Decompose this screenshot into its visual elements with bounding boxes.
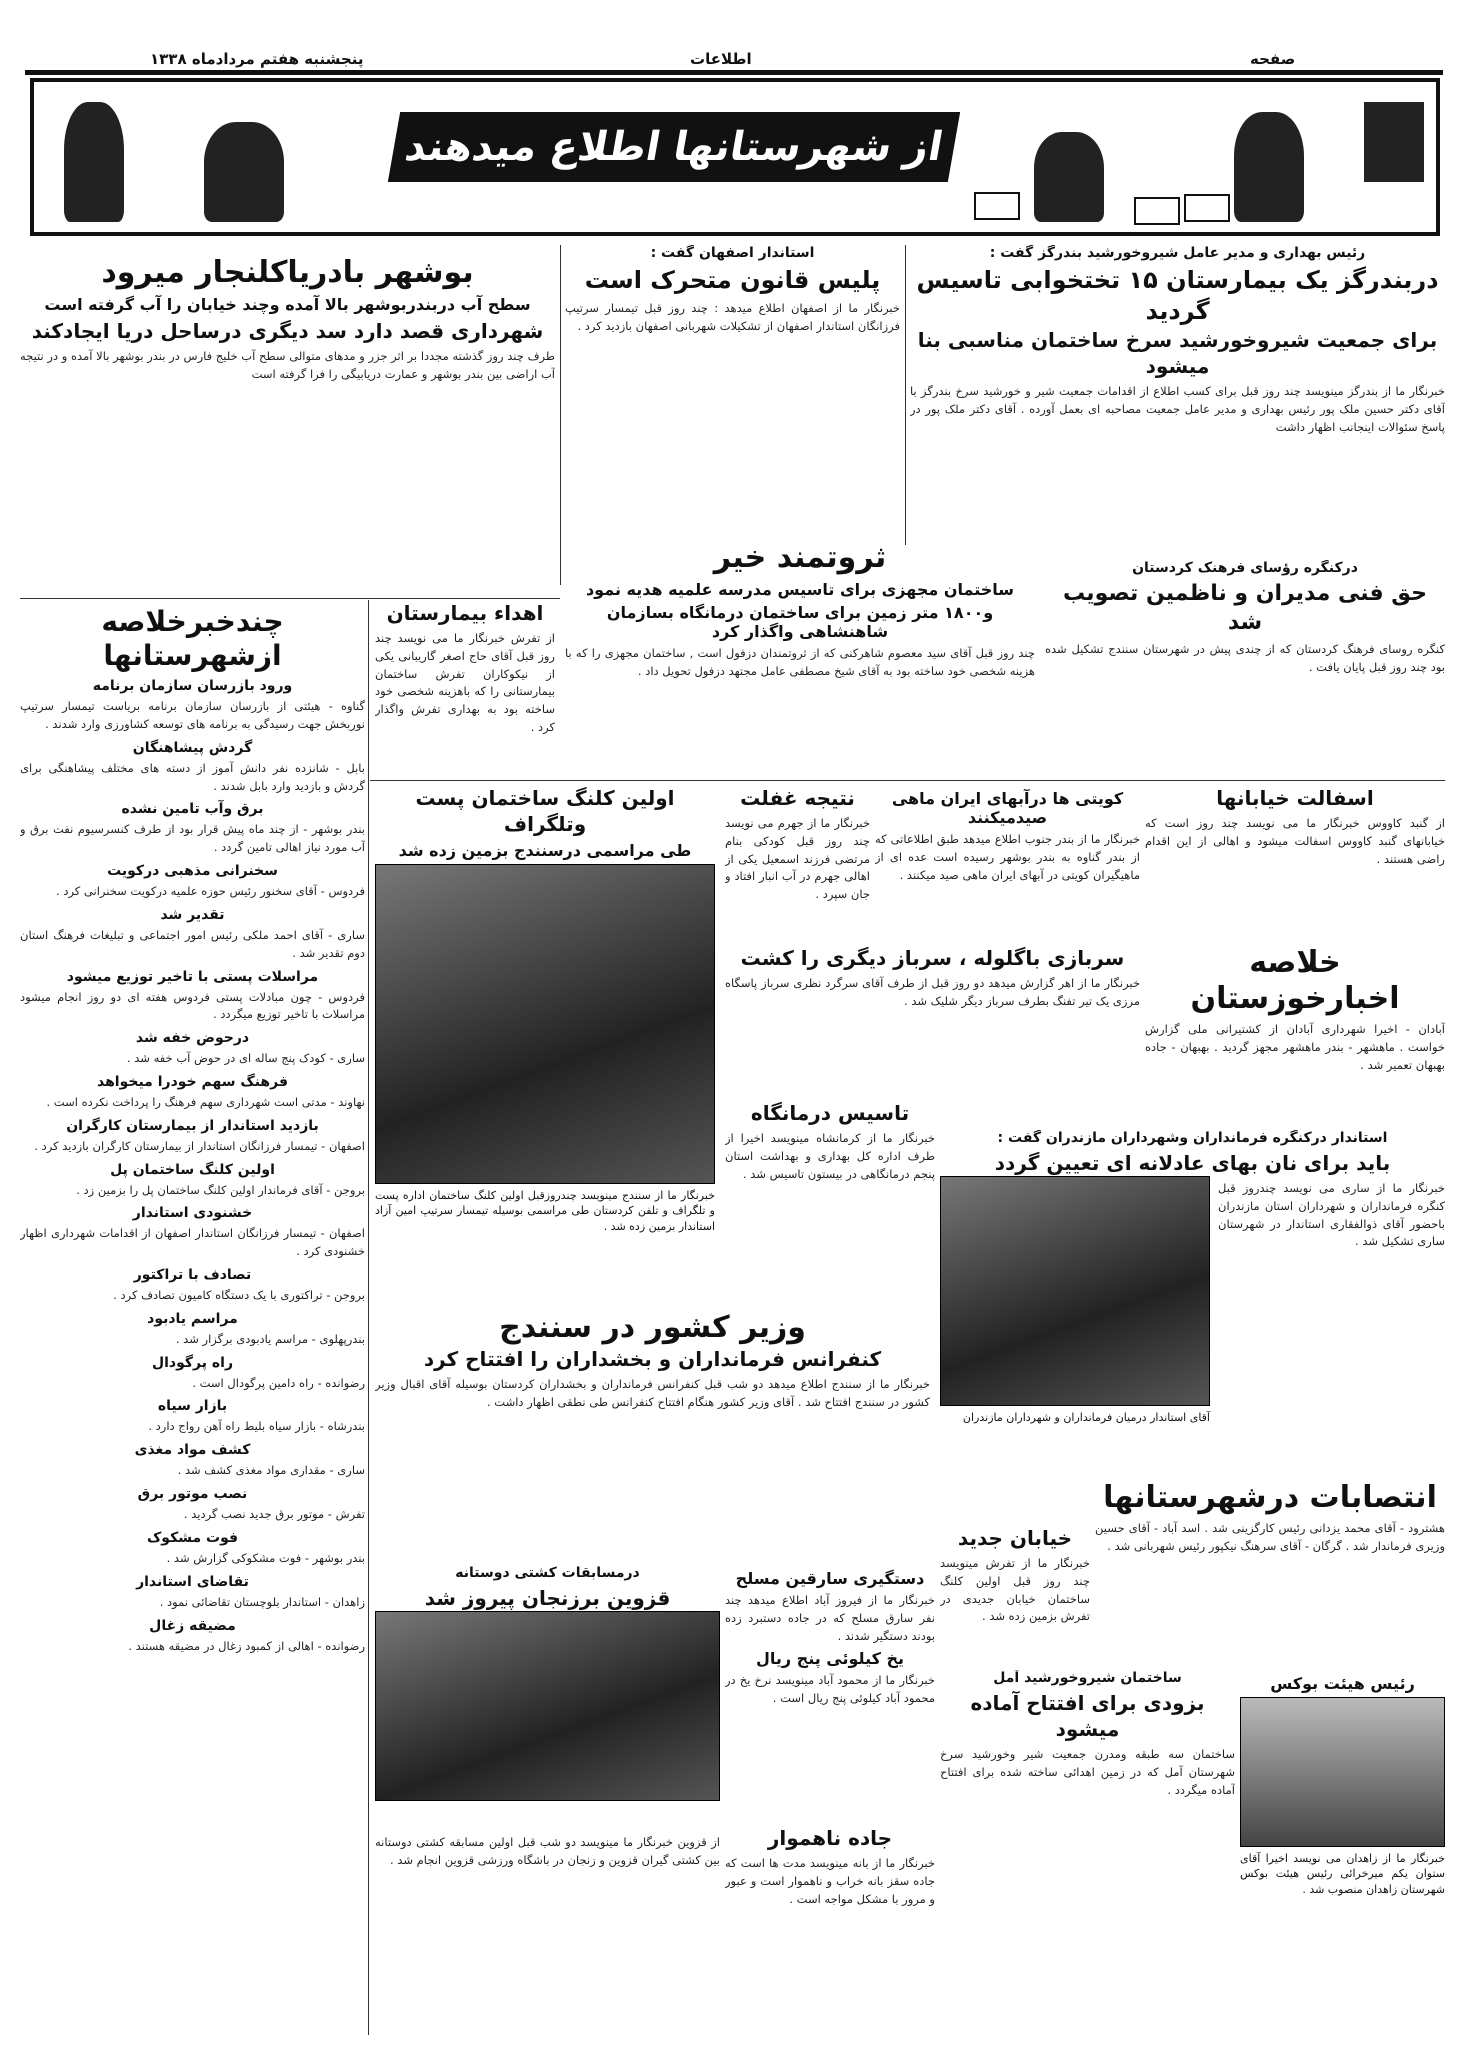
item-title: مراسلات پستی با تاخیر توزیع میشود — [66, 968, 319, 985]
item-title: خشنودی استاندار — [132, 1205, 253, 1222]
item-text: گناوه - هیئتی از بازرسان سازمان برنامه بریاست تیمسار سرتیپ نوربخش جهت رسیدگی به برنامه های توسعه کشاورزی وارد شدند . — [20, 699, 365, 731]
banner-title: از شهرستانها اطلاع میدهند — [388, 112, 960, 182]
item-text: اصفهان - تیمسار فرزانگان استاندار از بیمارستان کارگران بازدید کرد . — [34, 1138, 365, 1153]
roundup-item — [20, 1311, 365, 1349]
article-body: چند روز قبل آقای سید معصوم شاهرکنی که از ثروتمندان دزفول است , ساختمان مجهزی را که با هزینه شخصی خود ساخته بود به آقای شیخ مصطفی عامل مجتهد دزفول تحویل داد . — [565, 646, 1035, 678]
item-title: فوت مشکوک — [146, 1529, 239, 1546]
article-wrestling — [375, 1565, 720, 1825]
item-text: تفرش - موتور برق جدید نصب گردید . — [183, 1507, 365, 1522]
roundup-item — [20, 1074, 365, 1112]
header-rule — [25, 70, 1443, 75]
telegraph-pole-icon — [1364, 102, 1424, 182]
envelope-icon — [974, 192, 1020, 220]
item-title: تقدیر شد — [160, 906, 225, 923]
item-text: رضوانده - راه دامین پرگودال است . — [192, 1375, 365, 1390]
article-body: خبرنگار ما از سنندج اطلاع میدهد دو شب قبل کنفرانس فرمانداران و بخشداران کردستان بوسیله آقای اقبال وزیر کشور در سنندج افتتاح شد . آقای وزیر کشور هنگام افتتاح کنفرانس طی نطقی اظهار داشت . — [375, 1377, 930, 1409]
roundup-item — [20, 1398, 365, 1436]
article-philanthropist — [565, 540, 1035, 775]
headline: باید برای نان بهای عادلانه ای تعیین گردد — [994, 1151, 1391, 1175]
article-amol-building — [940, 1670, 1235, 2030]
article-post-office — [375, 785, 715, 1305]
kicker: استاندار اصفهان گفت : — [650, 245, 815, 261]
envelope-icon — [1184, 194, 1230, 222]
item-text: ساری - مقداری مواد مغذی کشف شد . — [177, 1463, 365, 1478]
article-body: خبرنگار ما از تفرش مینویسد چند روز قبل اولین کلنگ ساختمان خیابان جدیدی در تفرش بزمین زده شد . — [940, 1556, 1090, 1624]
kicker: درمسابقات کشتی دوستانه — [455, 1565, 640, 1581]
column-rule — [560, 245, 561, 585]
photo-caption: خبرنگار ما از زاهدان می نویسد اخیرا آقای ستوان یکم میرخرائی رئیس هیئت بوکس شهرستان زاهدان منصوب شد . — [1240, 1852, 1445, 1896]
article-wrestling-body — [375, 1830, 720, 2030]
item-text: نهاوند - مدتی است شهرداری سهم فرهنگ را پرداخت نکرده است . — [46, 1094, 365, 1109]
roundup-item — [20, 1574, 365, 1612]
article-body: خبرنگار ما از اصفهان اطلاع میدهد : چند روز قبل تیمسار سرتیپ فرزانگان استاندار اصفهان از تشکیلات شهربانی اصفهان بازدید کرد . — [565, 301, 900, 333]
headline: انتصابات درشهرستانها — [1103, 1480, 1437, 1515]
subheadline: طی مراسمی درسنندج بزمین زده شد — [398, 841, 692, 860]
item-title: سخنرانی مذهبی درکویت — [107, 863, 278, 880]
photo-caption: خبرنگار ما از سنندج مینویسد چندروزقبل اولین کلنگ ساختمان اداره پست و تلگراف و تلفن کردستان طی مراسمی بوسیله تیمسار سرتیپ امین آزاد استاندار بزمین زده شد . — [375, 1189, 715, 1233]
kicker: استاندار درکنگره فرمانداران وشهرداران مازندران گفت : — [997, 1130, 1388, 1146]
item-title: نصب موتور برق — [137, 1486, 248, 1503]
article-body: از گنبد کاووس خبرنگار ما می نویسد چند روز است که خیابانهای گنبد کاووس اسفالت میشود و اهالی از این اقدام راضی هستند . — [1145, 816, 1445, 866]
news-roundup-column — [20, 605, 365, 2035]
headline: اهداء بیمارستان — [386, 601, 544, 625]
headline: خلاصه اخبارخوزستان — [1190, 945, 1400, 1016]
item-text: بروجن - تراکتوری با یک دستگاه کامیون تصادف کرد . — [113, 1288, 365, 1302]
headline: سربازی باگلوله ، سرباز دیگری را کشت — [740, 946, 1125, 970]
headline: حق فنی مدیران و ناظمین تصویب شد — [1063, 581, 1427, 635]
item-title: فرهنگ سهم خودرا میخواهد — [97, 1073, 288, 1090]
item-text: ساری - آقای احمد ملکی رئیس امور اجتماعی و تبلیغات فرهنگ استان دوم تقدیر شد . — [20, 927, 365, 960]
roundup-item — [20, 1267, 365, 1305]
roundup-item — [20, 1118, 365, 1156]
article-soldier-shooting — [725, 945, 1140, 1095]
roundup-item — [20, 863, 365, 901]
headline: تاسیس درمانگاه — [750, 1101, 910, 1125]
groundbreaking-photo — [375, 864, 715, 1184]
subheadline: ساختمان مجهزی برای تاسیس مدرسه علمیه هدیه نمود — [585, 580, 1015, 599]
headline: نتیجه غفلت — [740, 786, 855, 810]
headline: چندخبرخلاصه ازشهرستانها — [101, 605, 284, 672]
article-asphalt — [1145, 785, 1445, 935]
article-bandargaz-hospital — [910, 245, 1445, 555]
article-clinic — [725, 1100, 935, 1300]
page-label: صفحه — [1250, 50, 1296, 68]
headline: اولین کلنگ ساختمان پست وتلگراف — [415, 786, 675, 836]
headline: جاده ناهموار — [767, 1826, 893, 1850]
article-boxing — [1240, 1670, 1445, 2030]
article-armed-thieves — [725, 1565, 935, 1825]
column-rule — [905, 245, 906, 545]
article-body: خبرنگار ما از بندرگز مینویسد چند روز قبل برای کسب اطلاع از اقدامات جمعیت شیر و خورشید سرخ بندرگز با آقای دکتر حسین ملک پور رئیس بهداری و مدیر عامل جمعیت مصاحبه ای بعمل آورده . آقای دکتر ملک پور در پاسخ سئوالات اینجانب اظهار داشت — [910, 384, 1445, 434]
newspaper-name: اطلاعات — [690, 50, 752, 68]
headline: بوشهر بادریاکلنجار میرود — [101, 255, 474, 290]
article-body: ساختمان سه طبقه ومدرن جمعیت شیر وخورشید سرخ شهرستان آمل که در زمین اهدائی ساخته شده برای افتتاح آماده میگردد . — [940, 1747, 1235, 1797]
column-rule — [368, 600, 369, 2035]
roundup-item — [20, 740, 365, 796]
article-body: خبرنگار ما از ساری می نویسد چندروز قبل کنگره فرمانداران و شهرداران استان مازندران باحضور آقای ذوالفقاری استاندار در شهرستان ساری تشکیل شد . — [1218, 1181, 1445, 1249]
article-body: خبرنگار ما از جهرم می نویسد چند روز قبل کودکی بنام مرتضی فرزند اسمعیل یکی از اهالی جهرم در آب انبار افتاد و جان سپرد . — [725, 816, 870, 902]
item-title: مراسم یادبود — [147, 1310, 238, 1327]
article-appointments — [1095, 1480, 1445, 1670]
roundup-item — [20, 1162, 365, 1200]
item-title: تصادف با تراکتور — [133, 1267, 252, 1283]
headline: یخ کیلوئی پنج ریال — [755, 1649, 905, 1669]
headline: کویتی ها درآبهای ایران ماهی صیدمیکنند — [891, 789, 1124, 827]
typist-figure-icon — [1034, 132, 1104, 222]
item-title: بازدید استاندار از بیمارستان کارگران — [66, 1117, 319, 1134]
article-body: طرف چند روز گذشته مجددا بر اثر جزر و مدهای متوالی سطح آب خلیج فارس در بندر بوشهر بالا آمده و در نتیجه آب اراضی بین بندر بوشهر و عمارت دریابیگی را فرا گرفته است — [20, 349, 555, 381]
roundup-list — [20, 678, 365, 1655]
article-new-street — [940, 1525, 1090, 1665]
item-title: کشف مواد مغذی — [134, 1442, 251, 1459]
roundup-item — [20, 907, 365, 963]
roundup-item — [20, 1486, 365, 1524]
item-text: زاهدان - استاندار بلوچستان تقاضائی نمود . — [159, 1594, 365, 1609]
headline: رئیس هیئت بوکس — [1270, 1674, 1415, 1693]
roundup-item — [20, 1030, 365, 1068]
item-title: مضیقه زغال — [149, 1617, 236, 1634]
item-text: بروجن - آقای فرماندار اولین کلنگ ساختمان پل را بزمین زد . — [76, 1182, 365, 1197]
roundup-item — [20, 1530, 365, 1568]
item-text: رضوانده - اهالی از کمبود زغال در مضیقه هستند . — [128, 1638, 365, 1653]
roundup-item — [20, 1205, 365, 1261]
article-body: خبرنگار ما از بانه مینویسد مدت ها است که جاده سقز بانه خراب و ناهموار است و عبور و مرور با مشکل مواجه است . — [725, 1856, 935, 1906]
item-title: ورود بازرسان سازمان برنامه — [92, 678, 293, 695]
article-body: خبرنگار ما از فیروز آباد اطلاع میدهد چند نفر سارق مسلح که در جاده دستبرد زده بودند دستگیر شدند . — [725, 1593, 935, 1643]
item-text: بابل - شانزده نفر دانش آموز از دسته های مختلف پیشاهنگی برای گردش و بازدید وارد بابل شدند . — [20, 760, 365, 793]
article-bushehr — [20, 255, 555, 595]
item-title: برق وآب تامین نشده — [121, 801, 264, 818]
item-text: فردوس - چون مبادلات پستی فردوس هفته ای دو روز انجام میشود مراسلات با تاخیر توزیع میگردد . — [20, 989, 365, 1022]
item-text: ساری - کودک پنج ساله ای در حوض آب خفه شد . — [126, 1051, 365, 1066]
article-body: هشترود - آقای محمد یزدانی رئیس کارگزینی شد . اسد آباد - آقای حسین وزیری فرماندار شد . گرگان - آقای سرهنگ نیکپور رئیس شهربانی شد . — [1095, 1521, 1445, 1553]
headline: اسفالت خیابانها — [1216, 786, 1374, 810]
radio-tower-icon — [64, 102, 124, 222]
article-khuzestan — [1145, 945, 1445, 1125]
headline: دربندرگز یک بیمارستان ۱۵ تختخوابی تاسیس گردید — [916, 266, 1439, 326]
headline: پلیس قانون متحرک است — [584, 266, 881, 294]
item-text: بندرشاه - بازار سیاه بلیط راه آهن رواج دارد . — [148, 1419, 365, 1434]
article-body: خبرنگار ما از محمود آباد مینویسد نرخ یخ در محمود آباد کیلوئی پنج ریال است . — [725, 1673, 935, 1706]
article-bread-price — [940, 1130, 1445, 1470]
page-header — [0, 50, 1468, 72]
item-title: اولین کلنگ ساختمان پل — [110, 1161, 275, 1178]
subheadline: کنفرانس فرمانداران و بخشداران را افتتاح کرد — [423, 1347, 882, 1371]
article-body: از قزوین خبرنگار ما مینویسد دو شب قبل اولین مسابقه کشتی دوستانه بین کشتی گیران قزوین و زنجان در باشگاه ورزشی قزوین انجام شد . — [375, 1835, 720, 1867]
subheadline: برای جمعیت شیروخورشید سرخ ساختمان مناسبی بنا میشود — [917, 328, 1438, 379]
item-text: بندر بوشهر - فوت مشکوکی گزارش شد . — [166, 1550, 365, 1565]
row-rule — [20, 598, 560, 599]
article-body: آبادان - اخیرا شهرداری آبادان از کشتیرانی ملی گزارش خواست . ماهشهر - بندر ماهشهر مجهز گردید . بهبهان - جاده بهبهان تعمیر شد . — [1145, 1022, 1445, 1072]
item-text: فردوس - آقای سخنور رئیس حوزه علمیه درکویت سخنرانی کرد . — [56, 884, 365, 899]
article-interior-minister — [375, 1310, 930, 1560]
section-banner — [30, 78, 1440, 236]
item-title: تقاضای استاندار — [136, 1573, 249, 1590]
headline: وزیر کشور در سنندج — [499, 1310, 806, 1345]
item-title: راه پرگودال — [151, 1354, 233, 1371]
article-hospital-donation — [375, 600, 555, 780]
roundup-item — [20, 678, 365, 734]
headline: خیابان جدید — [957, 1526, 1073, 1550]
item-text: بندر بوشهر - از چند ماه پیش قرار بود از طرف کنسرسیوم نفت برق و آب مورد نیاز اهالی تامین گردد . — [20, 822, 365, 855]
row-rule — [370, 780, 1445, 781]
item-title: درحوض خفه شد — [135, 1030, 250, 1047]
governors-group-photo — [940, 1176, 1210, 1406]
article-body: کنگره روسای فرهنگ کردستان که از چندی پیش در شهرستان سنندج تشکیل شده بود چند روز قبل پایان یافت . — [1045, 642, 1445, 674]
item-title: بازار سیاه — [157, 1398, 228, 1415]
reporter-figure-icon — [204, 122, 284, 222]
roundup-item — [20, 1442, 365, 1480]
article-body: خبرنگار ما از کرمانشاه مینویسد اخیرا از طرف اداره کل بهداری و بهداشت استان پنجم درمانگاهی در بیستون تاسیس شد . — [725, 1131, 935, 1181]
telephone-figure-icon — [1234, 112, 1304, 222]
subheadline: سطح آب دربندربوشهر بالا آمده وچند خیابان را آب گرفته است — [44, 295, 531, 314]
headline: ثروتمند خیر — [713, 540, 887, 575]
wrestling-photo — [375, 1611, 720, 1801]
headline: قزوین برزنجان پیروز شد — [424, 1586, 671, 1610]
item-text: اصفهان - تیمسار فرزانگان استاندار اصفهان از اقدامات شهرداری اظهار خشنودی کرد . — [20, 1226, 365, 1259]
roundup-item — [20, 969, 365, 1025]
issue-date: پنجشنبه هفتم مردادماه ۱۳۳۸ — [150, 50, 364, 68]
subheadline: شهرداری قصد دارد سد دیگری درساحل دریا ایجادکند — [31, 319, 544, 343]
headline: بزودی برای افتتاح آماده میشود — [970, 1691, 1205, 1741]
roundup-item — [20, 801, 365, 857]
headline: دستگیری سارقین مسلح — [735, 1569, 925, 1588]
article-negligence — [725, 785, 870, 940]
article-police — [565, 245, 900, 545]
roundup-item — [20, 1618, 365, 1656]
portrait-photo — [1240, 1697, 1445, 1847]
envelope-icon — [1134, 197, 1180, 225]
article-body: خبرنگار ما از بندر جنوب اطلاع میدهد طبق اطلاعاتی که از بندر گناوه به بندر بوشهر رسیده است عده ای از ماهیگیران کویتی در آبهای ایران ماهی صید میکنند . — [875, 832, 1140, 882]
item-text: بندرپهلوی - مراسم یادبودی برگزار شد . — [175, 1331, 365, 1346]
article-kuwaiti-fishing — [875, 785, 1140, 940]
article-rough-road — [725, 1825, 935, 2025]
roundup-item — [20, 1355, 365, 1393]
photo-caption: آقای استاندار درمیان فرمانداران و شهرداران مازندران — [962, 1411, 1210, 1424]
kicker: ساختمان شیروخورشید آمل — [993, 1670, 1182, 1686]
item-title: گردش پیشاهنگان — [132, 739, 253, 756]
subheadline: و۱۸۰۰ متر زمین برای ساختمان درمانگاه بسازمان شاهنشاهی واگذار کرد — [606, 603, 994, 641]
article-body: خبرنگار ما از اهر گزارش میدهد دو روز قبل از طرف آقای سرگرد نظری سرباز پاسگاه مرزی یک تیر تفنگ بطرف سرباز دیگر شلیک شد . — [725, 976, 1140, 1008]
kicker: درکنگره رؤسای فرهنک کردستان — [1132, 560, 1358, 576]
article-kurdistan-congress — [1045, 560, 1445, 775]
kicker: رئیس بهداری و مدیر عامل شیروخورشید بندرگز گفت : — [989, 245, 1366, 261]
article-body: از تفرش خبرنگار ما می نویسد چند روز قبل آقای حاج اصغر گاریبانی یکی از نیکوکاران تفرش ساختمان بیمارستانی را که باهزینه شخصی خود ساخته بود به بهداری تفرش واگذار کرد . — [375, 631, 555, 735]
